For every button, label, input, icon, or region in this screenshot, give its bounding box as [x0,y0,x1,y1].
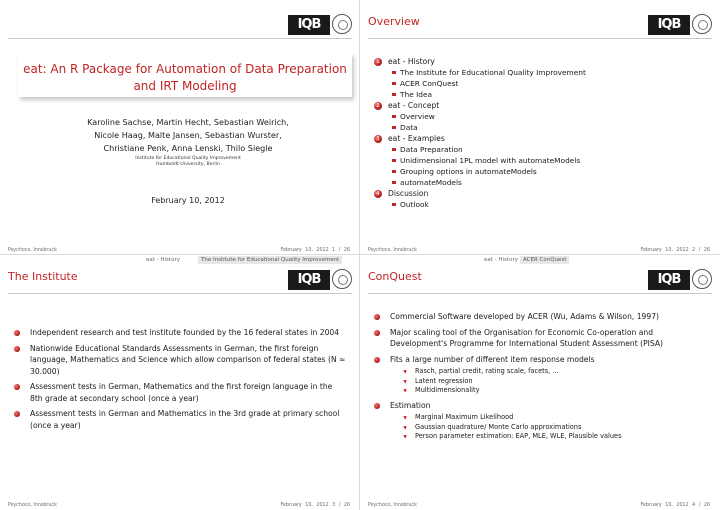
title-rule [368,38,712,39]
toc-section[interactable] [368,56,712,67]
toc-subsection[interactable] [368,155,712,166]
slide-footer [360,502,720,510]
author-line: Christiane Penk, Anna Lenski, Thilo Siegle [103,143,273,153]
bullet-text: Estimation [390,400,431,410]
toc-section-label: eat - Concept [388,101,440,110]
sub-list-item [390,367,706,377]
toc-subsection-label: automateModels [400,178,462,187]
iqb-logo-text: IQB [648,15,690,35]
list-item [374,400,706,442]
iqb-logo [648,14,710,36]
iqb-logo [288,269,350,291]
footer-author: Psychoco, Innsbruck [8,248,57,253]
bullet-list [14,327,346,435]
square-bullet-icon [392,71,396,74]
list-item [14,327,346,339]
title-rule [8,293,352,294]
triangle-bullet-icon [403,378,408,383]
toc-subsection-label: ACER ConQuest [400,79,459,88]
toc-subsection[interactable] [368,177,712,188]
sub-item-text: Gaussian quadrature/ Monte Carlo approximations [415,422,582,431]
list-item [14,408,346,431]
bullet-ball-icon [374,330,380,336]
square-bullet-icon [392,93,396,96]
iqb-logo-text: IQB [648,270,690,290]
toc-subsection-label: The Idea [400,90,433,99]
author-line: Nicole Haag, Malte Jansen, Sebastian Wurster, [94,130,282,140]
list-item [374,311,706,323]
toc-subsection[interactable] [368,144,712,155]
square-bullet-icon [392,170,396,173]
list-item [14,343,346,378]
toc-subsection-label: Data Preparation [400,145,463,154]
slide-overview [360,0,720,255]
bullet-ball-icon [14,384,20,390]
section-number-ball: 1 [374,58,382,66]
toc-subsection[interactable] [368,111,712,122]
footer-right [640,503,710,508]
vertical-separator [359,0,360,510]
title-rule [8,38,352,39]
square-bullet-icon [392,126,396,129]
footer-date: February 10, 2012 [280,248,329,253]
nav-subsection-active[interactable]: ACER ConQuest [520,256,569,264]
bullet-text: Major scaling tool of the Organisation for Economic Co-operation and Development's Programme for International Student Assessment (PISA) [390,327,664,348]
triangle-bullet-icon [403,415,408,420]
bullet-list [374,311,706,446]
slide-footer [0,502,360,510]
frame-title: The Institute [8,270,78,283]
section-number-ball: 2 [374,102,382,110]
bullet-text: Commercial Software developed by ACER (Wu, Adams & Wilson, 1997) [390,312,660,321]
horizontal-separator [0,254,720,255]
sub-item-text: Person parameter estimation: EAP, MLE, WLE, Plausible values [415,432,622,440]
footer-right [280,503,350,508]
footer-date: February 10, 2012 [280,503,329,508]
bullet-text: Independent research and test institute founded by the 16 federal states in 2004 [30,328,340,337]
iqb-logo [648,269,710,291]
section-number-ball: 4 [374,190,382,198]
frame-title: Overview [368,15,420,28]
toc-subsection-label: Grouping options in automateModels [400,167,537,176]
sub-item-text: Latent regression [415,376,473,385]
presentation-title: eat: An R Package for Automation of Data Preparation and IRT Modeling [23,62,347,93]
list-item [374,354,706,396]
toc-section-label: Discussion [388,189,429,198]
list-item [14,381,346,404]
page-number: 2 / 26 [692,248,710,253]
toc-section-label: eat - History [388,57,435,66]
university-seal-icon [692,14,712,34]
toc-subsection-label: Unidimensional 1PL model with automateModels [400,156,581,165]
footer-date: February 10, 2012 [640,503,689,508]
iqb-logo-text: IQB [288,15,330,35]
toc-section[interactable] [368,188,712,199]
sub-item-text: Rasch, partial credit, rating scale, facets, ... [415,367,559,375]
bullet-text: Fits a large number of different item response models [390,354,595,364]
toc-subsection[interactable] [368,122,712,133]
iqb-logo [288,14,350,36]
footer-author: Psychoco, Innsbruck [8,503,57,508]
toc-subsection[interactable] [368,78,712,89]
slide-institute [0,255,360,510]
slide-title [0,0,360,255]
university-seal-icon [332,269,352,289]
title-rule [368,293,712,294]
nav-bar [0,255,360,265]
toc-subsection-label: The Institute for Educational Quality Improvement [400,68,586,77]
square-bullet-icon [392,181,396,184]
bullet-ball-icon [374,357,380,363]
bullet-ball-icon [14,330,20,336]
square-bullet-icon [392,115,396,118]
sub-list [390,413,706,442]
bullet-ball-icon [14,346,20,352]
sub-list-item [390,413,706,423]
iqb-logo-text: IQB [288,270,330,290]
footer-right [640,248,710,253]
square-bullet-icon [392,148,396,151]
university-seal-icon [332,14,352,34]
page-number: 4 / 26 [692,503,710,508]
section-number-ball: 3 [374,135,382,143]
presentation-date: February 10, 2012 [151,196,225,205]
bullet-ball-icon [14,411,20,417]
footer-right [280,248,350,253]
bullet-ball-icon [374,403,380,409]
author-list [28,116,348,155]
author-line: Karoline Sachse, Martin Hecht, Sebastian Weirich, [87,117,289,127]
square-bullet-icon [392,203,396,206]
bullet-text: Assessment tests in German and Mathematics in the 3rd grade at primary school (once a year) [30,409,340,430]
footer-author: Psychoco, Innsbruck [368,248,417,253]
toc-subsection-label: Overview [400,112,435,121]
footer-date: February 10, 2012 [640,248,689,253]
title-box [18,53,352,97]
institute [28,156,348,168]
footer-author: Psychoco, Innsbruck [368,503,417,508]
toc-subsection-label: Data [400,123,418,132]
table-of-contents [368,56,712,210]
sub-list-item [390,423,706,433]
nav-section[interactable]: eat - History [484,257,518,263]
sub-item-text: Marginal Maximum Likelihood [415,413,514,421]
page-number: 1 / 26 [332,248,350,253]
toc-subsection[interactable] [368,89,712,100]
page-number: 3 / 26 [332,503,350,508]
university-seal-icon [692,269,712,289]
toc-subsection[interactable] [368,199,712,210]
triangle-bullet-icon [403,424,408,429]
triangle-bullet-icon [403,369,408,374]
bullet-text: Nationwide Educational Standards Assessments in German, the first foreign language, Mathematics and Science which allow comparison of federal states (N ≈ 30.000) [30,343,346,376]
nav-section[interactable]: eat - History [146,257,180,263]
nav-subsection-active[interactable]: The Institute for Educational Quality Improvement [198,256,342,264]
institute-university: Humboldt-University, Berlin [156,162,220,168]
toc-subsection[interactable] [368,67,712,78]
toc-section[interactable] [368,133,712,144]
nav-bar [360,255,720,265]
bullet-text: Assessment tests in German, Mathematics and the first foreign language in the 8th grade at secondary school (once a year) [30,382,333,403]
square-bullet-icon [392,159,396,162]
toc-section[interactable] [368,100,712,111]
toc-section-label: eat - Examples [388,134,445,143]
institute-name: Institute for Educational Quality Improvement [135,156,241,161]
triangle-bullet-icon [403,388,408,393]
frame-title: ConQuest [368,270,422,283]
toc-subsection-label: Outlook [400,200,429,209]
sub-list-item [390,386,706,396]
square-bullet-icon [392,82,396,85]
triangle-bullet-icon [403,434,408,439]
sub-list-item [390,432,706,442]
bullet-ball-icon [374,314,380,320]
slide-conquest [360,255,720,510]
sub-item-text: Multidimensionality [415,386,480,394]
sub-list [390,367,706,396]
sub-list-item [390,377,706,387]
list-item [374,327,706,350]
toc-subsection[interactable] [368,166,712,177]
